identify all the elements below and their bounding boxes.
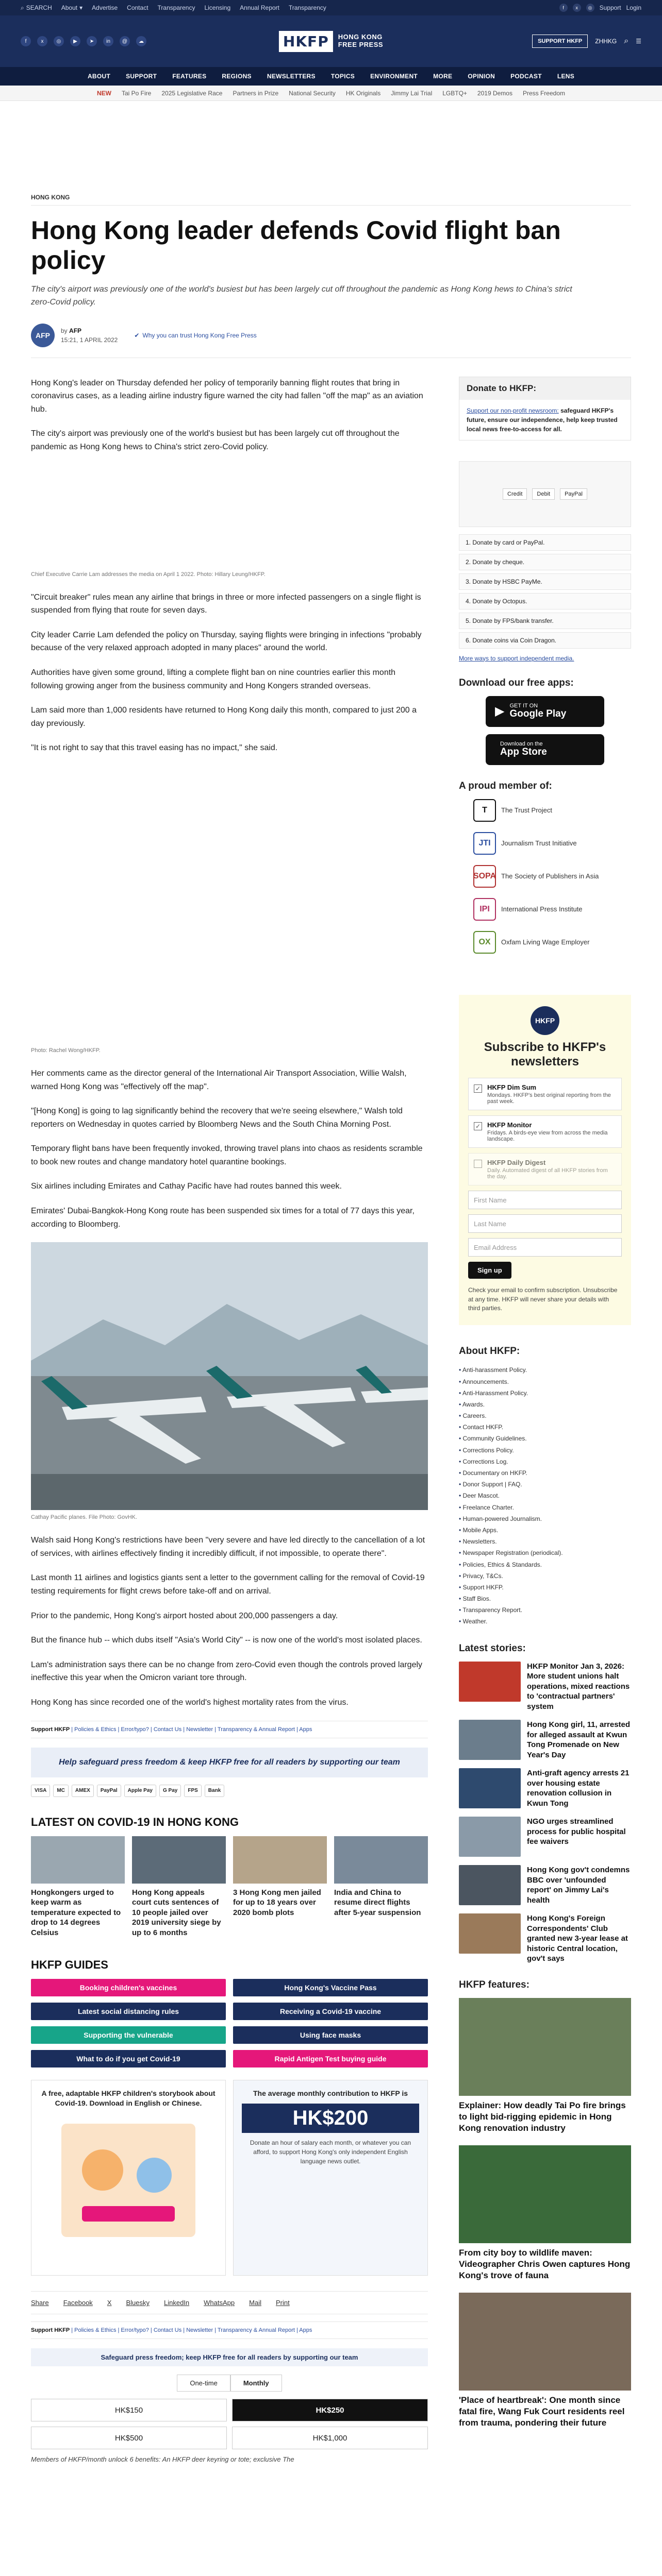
newsletter-note: Check your email to confirm subscription. Unsubscribe at any time. HKFP will never share your details with third parties. [468, 1286, 618, 1312]
guide-button[interactable]: Receiving a Covid-19 vaccine [233, 2003, 428, 2020]
member-logo[interactable] [473, 799, 631, 822]
top-search-link[interactable]: ⌕ SEARCH [21, 4, 52, 11]
member-logo[interactable] [473, 898, 631, 921]
about-link[interactable]: • Freelance Charter. [459, 1502, 631, 1513]
trust-link[interactable]: ✔ Why you can trust Hong Kong Free Press [134, 331, 257, 339]
about-link[interactable]: • Human-powered Journalism. [459, 1513, 631, 1524]
newsletter-desc: Mondays. HKFP's best original reporting from the past week. [487, 1092, 611, 1105]
story-thumbnail[interactable] [459, 1662, 521, 1702]
article-paragraph: Walsh said Hong Kong's restrictions have been "very severe and have led directly to the cancellation of a lot of services, with airlines effectively finding it incredibly difficult, if not impossible, to operate there". [31, 1536, 425, 1558]
trending-item[interactable]: LGBTQ+ [442, 89, 467, 97]
search-icon: ⌕ [21, 4, 24, 11]
nav-item[interactable]: SUPPORT [126, 73, 157, 80]
top-link[interactable]: Annual Report [240, 4, 279, 11]
story-thumbnail[interactable] [334, 1836, 428, 1884]
newsletter-name: HKFP Monitor [487, 1121, 532, 1129]
article-paragraph: Hong Kong's leader on Thursday defended her policy of temporarily banning flight routes that bring in coronavirus cases, as a leading airline industry figure warned the city had fallen "off the map" as an aviation hub. [31, 378, 423, 414]
top-login-link[interactable]: Login [626, 4, 641, 11]
checkbox[interactable]: ✓ [474, 1122, 482, 1130]
site-header [0, 15, 662, 67]
instagram-icon[interactable]: ◎ [586, 4, 594, 12]
about-link[interactable]: • Privacy, T&Cs. [459, 1570, 631, 1582]
article-paragraph: Six airlines including Emirates and Cathay Pacific have had routes banned this week. [31, 1182, 342, 1191]
feature-title[interactable]: Explainer: How deadly Tai Po fire brings to light bid-rigging epidemic in Hong Kong renovation industry [459, 2100, 626, 2133]
facebook-icon[interactable]: f [559, 4, 568, 12]
story-thumbnail[interactable] [233, 1836, 327, 1884]
about-link[interactable]: • Newspaper Registration (periodical). [459, 1547, 631, 1558]
storybook-promo[interactable]: A free, adaptable HKFP children's storybook about Covid-19. Download in English or Chinese. [31, 2080, 226, 2276]
donate-option[interactable]: 4. Donate by Octopus. [459, 593, 631, 609]
newsletter-box [459, 995, 631, 1326]
nav-item[interactable]: MORE [433, 73, 453, 80]
member-logo[interactable] [473, 931, 631, 954]
nav-item[interactable]: NEWSLETTERS [267, 73, 316, 80]
payment-card-icon: Apple Pay [124, 1785, 156, 1797]
article-paragraph: Hong Kong has since recorded one of the world's highest mortality rates from the virus. [31, 1698, 349, 1707]
menu-icon[interactable]: ☰ [636, 38, 641, 45]
photo-caption: Cathay Pacific planes. File Photo: GovHK. [31, 1514, 138, 1521]
guide-button[interactable]: Latest social distancing rules [31, 2003, 226, 2020]
top-support-link[interactable]: Support [599, 4, 621, 11]
help-safeguard-box[interactable]: Help safeguard press freedom & keep HKFP free for all readers by supporting our team [31, 1748, 428, 1777]
app-store-button[interactable]: Download on the App Store [486, 734, 604, 765]
share-link[interactable]: Facebook [63, 2299, 93, 2307]
telegram-icon[interactable]: ➤ [87, 36, 97, 46]
bluesky-icon[interactable]: ☁ [136, 36, 146, 46]
article-paragraph: Last month 11 airlines and logistics giants sent a letter to the government calling for the removal of Covid-19 testing requirements for flight crews before take-off and on arrival. [31, 1573, 425, 1596]
story-title[interactable]: HKFP Monitor Jan 3, 2026: More student unions halt operations, mixed reactions to 'contractual partners' system [527, 1662, 630, 1711]
donate-widget[interactable]: Credit Debit PayPal [459, 461, 631, 527]
member-icon: IPI [473, 898, 496, 921]
about-link[interactable]: • Anti-Harassment Policy. [459, 1387, 631, 1399]
covid-story-card[interactable] [31, 1836, 125, 1938]
about-link[interactable]: • Corrections Log. [459, 1456, 631, 1467]
about-link[interactable]: • Staff Bios. [459, 1593, 631, 1604]
about-link[interactable]: • Transparency Report. [459, 1604, 631, 1616]
feature-story[interactable] [459, 2145, 631, 2281]
last-name-input[interactable]: Last Name [468, 1214, 622, 1233]
story-thumbnail[interactable] [459, 1720, 521, 1760]
about-link[interactable]: • Donor Support | FAQ. [459, 1479, 631, 1490]
latest-story[interactable] [459, 1662, 631, 1712]
story-title[interactable]: India and China to resume direct flights after 5-year suspension [334, 1888, 421, 1917]
nav-item[interactable]: LENS [557, 73, 575, 80]
donate-box: Donate to HKFP: Support our non-profit newsroom: safeguard HKFP's future, ensure our independence, help keep trusted local news free-to-access for all. [459, 377, 631, 440]
article-paragraph: Temporary flight bans have been frequently invoked, throwing travel plans into chaos as residents scramble to book new routes and change mandatory hotel quarantine bookings. [31, 1144, 423, 1166]
newsletter-name: HKFP Daily Digest [487, 1159, 546, 1167]
freq-monthly[interactable]: Monthly [230, 2375, 282, 2392]
share-link[interactable]: Mail [249, 2299, 261, 2307]
email-input[interactable]: Email Address [468, 1238, 622, 1257]
amount-option[interactable]: HK$500 [31, 2427, 227, 2449]
article-paragraph: Her comments came as the director general of the International Air Transport Association, Willie Walsh, warned Hong Kong was "effectively off the map". [31, 1069, 407, 1091]
feature-title[interactable]: From city boy to wildlife maven: Videographer Chris Owen captures Hong Kong's trove of fauna [459, 2247, 631, 2281]
share-link[interactable]: Print [275, 2299, 290, 2307]
story-thumbnail[interactable] [459, 1913, 521, 1954]
story-thumbnail[interactable] [459, 1817, 521, 1857]
newsletter-signup-button[interactable]: Sign up [468, 1262, 511, 1279]
article-paragraph: "Circuit breaker" rules mean any airline that brings in three or more infected passengers on a single flight is suspended from flying that route for seven days. [31, 592, 421, 615]
embedded-media-space [31, 465, 428, 579]
trending-item[interactable]: Partners in Prize [233, 89, 279, 97]
top-link[interactable]: Contact [127, 4, 148, 11]
about-link[interactable]: • Anti-harassment Policy. [459, 1364, 631, 1376]
newsletter-option[interactable] [468, 1078, 622, 1110]
top-link[interactable]: Transparency [288, 4, 326, 11]
about-link[interactable]: • Policies, Ethics & Standards. [459, 1559, 631, 1570]
freq-one-time[interactable]: One-time [177, 2375, 230, 2392]
story-title[interactable]: Hongkongers urged to keep warm as temperature expected to drop to 14 degrees Celsius [31, 1888, 121, 1937]
covid-story-card[interactable] [233, 1836, 327, 1938]
top-utility-bar [0, 0, 662, 15]
share-link[interactable]: Share [31, 2299, 49, 2307]
donate-option[interactable]: 3. Donate by HSBC PayMe. [459, 573, 631, 590]
member-name: The Trust Project [501, 806, 552, 815]
support-links-bar: Support HKFP | Policies & Ethics | Error/typo? | Contact Us | Newsletter | Transparency & Annual Report | Apps [31, 1721, 428, 1738]
amount-option[interactable]: HK$250 [232, 2399, 428, 2421]
article-headline: Hong Kong leader defends Covid flight ban policy [31, 216, 561, 275]
about-link[interactable]: • Announcements. [459, 1376, 631, 1387]
article-paragraph: Authorities have given some ground, lifting a complete flight ban on nine countries earlier this month following growing anger from the business community and Hong Kongers stranded overseas. [31, 668, 396, 690]
checkbox[interactable] [474, 1160, 482, 1168]
photo-caption: Photo: Rachel Wong/HKFP. [31, 1047, 101, 1054]
story-title[interactable]: Hong Kong gov't condemns BBC over 'unfounded report' on Jimmy Lai's health [527, 1866, 630, 1905]
article-paragraph: "[Hong Kong] is going to lag significantly behind the recovery that we're seeing elsewhere," Walsh told reporters on Wednesday in quotes carried by Bloomberg News and the South China Morning Post. [31, 1107, 403, 1129]
story-title[interactable]: 3 Hong Kong men jailed for up to 18 years over 2020 bomb plots [233, 1888, 321, 1917]
donation-frequency [31, 2375, 428, 2392]
article-paragraph: Lam said more than 1,000 residents have returned to Hong Kong daily this month, compared to just 200 a day previously. [31, 706, 417, 728]
trending-item[interactable]: National Security [289, 89, 336, 97]
language-switch[interactable]: ZHHKG [595, 38, 617, 45]
latest-story[interactable] [459, 1768, 631, 1808]
donate-option[interactable]: 2. Donate by cheque. [459, 554, 631, 570]
about-link[interactable]: • Corrections Policy. [459, 1445, 631, 1456]
donate-option[interactable]: 1. Donate by card or PayPal. [459, 534, 631, 551]
safeguard-banner[interactable]: Safeguard press freedom; keep HKFP free for all readers by supporting our team [31, 2348, 428, 2366]
newsletter-option[interactable] [468, 1153, 622, 1185]
member-icon: OX [473, 931, 496, 954]
article-body [31, 377, 428, 2464]
latest-title: Latest stories: [459, 1642, 526, 1654]
more-ways-link[interactable]: More ways to support independent media. [459, 654, 574, 662]
member-icon: T [473, 799, 496, 822]
article-paragraph: "It is not right to say that this travel easing has no impact," she said. [31, 743, 278, 753]
covid-section-title: LATEST ON COVID-19 IN HONG KONG [31, 1815, 239, 1828]
about-list [459, 1364, 631, 1627]
support-links-bar: Support HKFP | Policies & Ethics | Error/typo? | Contact Us | Newsletter | Transparency & Annual Report | Apps [31, 2321, 428, 2339]
article-paragraph: Lam's administration says there can be no change from zero-Covid even though the controls proved largely ineffective this year when the Omicron variant tore through. [31, 1660, 423, 1683]
member-logo[interactable] [473, 865, 631, 888]
payment-card-icon: VISA [31, 1785, 50, 1797]
share-bar [31, 2291, 428, 2314]
about-link[interactable]: • Careers. [459, 1410, 631, 1421]
feature-title[interactable]: 'Place of heartbreak': One month since fatal fire, Wang Fuk Court residents reel from trauma, pondering their future [459, 2395, 625, 2428]
share-link[interactable]: X [107, 2299, 112, 2307]
members-note: Members of HKFP/month unlock 6 benefits: An HKFP deer keyring or tote; exclusive The [31, 2455, 294, 2464]
article-paragraph: Emirates' Dubai-Bangkok-Hong Kong route has been suspended six times for a total of 77 days this year, according to Bloomberg. [31, 1207, 415, 1229]
logo-mark: HKFP [279, 31, 333, 52]
covid-stories [31, 1836, 428, 1938]
newsletter-desc: Daily. Automated digest of all HKFP stories from the day. [487, 1167, 608, 1180]
donate-option[interactable]: 6. Donate coins via Coin Dragon. [459, 632, 631, 649]
guide-button[interactable]: Booking children's vaccines [31, 1979, 226, 1996]
author-avatar[interactable]: AFP [31, 324, 55, 347]
covid-story-card[interactable] [132, 1836, 226, 1938]
about-link[interactable]: • Mobile Apps. [459, 1524, 631, 1536]
feature-image[interactable] [459, 1998, 631, 2096]
byline [31, 324, 631, 358]
about-link[interactable]: • Community Guidelines. [459, 1433, 631, 1444]
about-link[interactable]: • Support HKFP. [459, 1582, 631, 1593]
about-title: About HKFP: [459, 1346, 520, 1357]
nav-item[interactable]: PODCAST [510, 73, 542, 80]
share-link[interactable]: Bluesky [126, 2299, 150, 2307]
trending-item[interactable]: 2025 Legislative Race [161, 89, 223, 97]
nav-item[interactable]: REGIONS [222, 73, 252, 80]
guide-button[interactable]: Using face masks [233, 2026, 428, 2044]
newsletter-option[interactable] [468, 1115, 622, 1148]
latest-story[interactable] [459, 1865, 631, 1905]
main-navigation [0, 67, 662, 86]
about-link[interactable]: • Newsletters. [459, 1536, 631, 1547]
nav-item[interactable]: TOPICS [330, 73, 355, 80]
linkedin-icon[interactable]: in [103, 36, 113, 46]
hkfp-guides [31, 1979, 428, 2067]
member-logo[interactable] [473, 832, 631, 855]
newsletter-name: HKFP Dim Sum [487, 1083, 537, 1092]
apps-title: Download our free apps: [459, 677, 574, 688]
checkbox[interactable]: ✓ [474, 1084, 482, 1093]
article-date: 15:21, 1 APRIL 2022 [61, 336, 118, 344]
story-title[interactable]: Hong Kong appeals court cuts sentences of 10 people jailed over 2019 university siege by up to 6 months [132, 1888, 221, 1937]
payment-methods [31, 1785, 428, 1797]
storybook-illustration [51, 2113, 206, 2247]
top-about-link[interactable]: About ▾ [61, 4, 83, 11]
donation-promo[interactable]: The average monthly contribution to HKFP is HK$200 Donate an hour of salary each month, or whatever you can afford, to support Hong Kong's only independent English language news outlet. [233, 2080, 428, 2276]
guide-button[interactable]: Hong Kong's Vaccine Pass [233, 1979, 428, 1996]
trending-item[interactable]: Press Freedom [522, 89, 565, 97]
logo-text: HONG KONG FREE PRESS [338, 33, 384, 48]
latest-story[interactable] [459, 1913, 631, 1964]
trending-label: NEW [97, 89, 111, 97]
top-link[interactable]: Advertise [92, 4, 118, 11]
about-link[interactable]: • Weather. [459, 1616, 631, 1627]
share-link[interactable]: LinkedIn [164, 2299, 190, 2307]
x-icon[interactable]: x [573, 4, 581, 12]
newsletter-title: Subscribe to HKFP's newsletters [484, 1040, 606, 1069]
story-thumbnail[interactable] [459, 1865, 521, 1905]
story-title[interactable]: Hong Kong girl, 11, arrested for alleged assault at Kwun Tong Promenade on New Year's Day [527, 1720, 631, 1759]
article-kicker[interactable]: HONG KONG [31, 194, 631, 206]
nav-item[interactable]: FEATURES [172, 73, 207, 80]
amount-option[interactable]: HK$1,000 [232, 2427, 428, 2449]
story-thumbnail[interactable] [31, 1836, 125, 1884]
member-icon: SOPA [473, 865, 496, 888]
first-name-input[interactable]: First Name [468, 1191, 622, 1209]
about-link[interactable]: • Awards. [459, 1399, 631, 1410]
article-paragraph: City leader Carrie Lam defended the policy on Thursday, saying flights were bringing in infections "probably because of the very relaxed approach adopted in many places" around the world. [31, 630, 422, 653]
chevron-down-icon: ▾ [79, 4, 83, 11]
story-title[interactable]: Anti-graft agency arrests 21 over housing estate renovation collusion in Kwun Tong [527, 1769, 630, 1808]
article-paragraph: But the finance hub -- which dubs itself "Asia's World City" -- is now one of the world's most isolated places. [31, 1636, 422, 1645]
share-link[interactable]: WhatsApp [204, 2299, 235, 2307]
trending-item[interactable]: HK Originals [345, 89, 381, 97]
member-name: Journalism Trust Initiative [501, 839, 577, 848]
story-thumbnail[interactable] [132, 1836, 226, 1884]
guides-section-title: HKFP GUIDES [31, 1958, 108, 1972]
google-play-icon: ▶ [495, 704, 505, 719]
top-link[interactable]: Licensing [204, 4, 231, 11]
about-link[interactable]: • Deer Mascot. [459, 1490, 631, 1501]
nav-item[interactable]: ABOUT [87, 73, 111, 80]
covid-story-card[interactable] [334, 1836, 428, 1938]
trending-item[interactable]: Tai Po Fire [122, 89, 152, 97]
about-link[interactable]: • Contact HKFP. [459, 1421, 631, 1433]
photo-caption: Chief Executive Carrie Lam addresses the media on April 1 2022. Photo: Hillary Leung/HKFP. [31, 571, 266, 578]
cathay-planes-photo [31, 1242, 428, 1510]
payment-card-icon: Bank [205, 1785, 224, 1797]
feature-story[interactable] [459, 1998, 631, 2134]
feature-story[interactable] [459, 2293, 631, 2429]
about-link[interactable]: • Documentary on HKFP. [459, 1467, 631, 1479]
donation-amounts [31, 2399, 428, 2421]
story-title[interactable]: NGO urges streamlined process for public hospital fee waivers [527, 1817, 626, 1846]
newsletter-desc: Fridays. A birds-eye view from across the media landscape. [487, 1130, 608, 1143]
x-icon[interactable]: x [37, 36, 47, 46]
feature-image[interactable] [459, 2145, 631, 2243]
feature-image[interactable] [459, 2293, 631, 2391]
promo-row [31, 2080, 428, 2276]
site-logo[interactable] [279, 31, 383, 52]
facebook-icon[interactable]: f [21, 36, 31, 46]
threads-icon[interactable]: @ [120, 36, 130, 46]
payment-card-icon: G Pay [159, 1785, 181, 1797]
guide-button[interactable]: Rapid Antigen Test buying guide [233, 2050, 428, 2067]
member-title: A proud member of: [459, 780, 552, 791]
story-thumbnail[interactable] [459, 1768, 521, 1808]
guide-button[interactable]: Supporting the vulnerable [31, 2026, 226, 2044]
header-socials [21, 36, 146, 46]
article-paragraph: The city's airport was previously one of the world's busiest but has been largely cut off throughout the pandemic as Hong Kong hews to China's strict zero-Covid policy. [31, 429, 400, 451]
donate-link[interactable]: Support our non-profit newsroom: [467, 406, 559, 414]
sidebar [459, 377, 631, 2464]
donation-amounts [31, 2427, 428, 2449]
article-dek: The city's airport was previously one of the world's busiest but has been largely cut off throughout the pandemic as Hong Kong hews to China's strict zero-Covid policy. [31, 285, 572, 307]
member-icon: JTI [473, 832, 496, 855]
trending-item[interactable]: 2019 Demos [477, 89, 512, 97]
trending-item[interactable]: Jimmy Lai Trial [391, 89, 433, 97]
nav-item[interactable]: ENVIRONMENT [370, 73, 418, 80]
search-icon[interactable]: ⌕ [624, 37, 629, 45]
donate-title: Donate to HKFP: [459, 377, 631, 400]
google-play-button[interactable]: ▶ GET IT ON Google Play [486, 696, 604, 727]
instagram-icon[interactable]: ◎ [54, 36, 64, 46]
guide-button[interactable]: What to do if you get Covid-19 [31, 2050, 226, 2067]
member-name: Oxfam Living Wage Employer [501, 938, 590, 946]
story-title[interactable]: Hong Kong's Foreign Correspondents' Club granted new 3-year lease at historic Central location, gov't says [527, 1914, 628, 1963]
youtube-icon[interactable]: ▶ [70, 36, 80, 46]
amount-option[interactable]: HK$150 [31, 2399, 227, 2421]
embedded-media-space [31, 766, 428, 1055]
average-contribution: HK$200 [242, 2104, 419, 2133]
latest-story[interactable] [459, 1720, 631, 1760]
top-link[interactable]: Transparency [157, 4, 195, 11]
payment-card-icon: AMEX [72, 1785, 94, 1797]
latest-story[interactable] [459, 1817, 631, 1857]
article-paragraph: Prior to the pandemic, Hong Kong's airport hosted about 200,000 passengers a day. [31, 1611, 338, 1620]
trending-bar [0, 86, 662, 101]
article-header [31, 101, 631, 358]
features-title: HKFP features: [459, 1979, 529, 1990]
nav-item[interactable]: OPINION [468, 73, 495, 80]
payment-card-icon: PayPal [97, 1785, 121, 1797]
payment-card-icon: MC [53, 1785, 69, 1797]
donate-option[interactable]: 5. Donate by FPS/bank transfer. [459, 613, 631, 629]
newsletter-logo: HKFP [531, 1006, 559, 1035]
author-name[interactable]: AFP [69, 327, 82, 334]
airplanes-illustration [31, 1242, 428, 1510]
byline-meta: by AFP 15:21, 1 APRIL 2022 [61, 327, 118, 344]
support-hkfp-button[interactable]: SUPPORT HKFP [532, 35, 588, 48]
member-name: International Press Institute [501, 905, 583, 913]
member-name: The Society of Publishers in Asia [501, 872, 599, 880]
payment-card-icon: FPS [184, 1785, 201, 1797]
trust-project-icon: ✔ [134, 331, 140, 339]
